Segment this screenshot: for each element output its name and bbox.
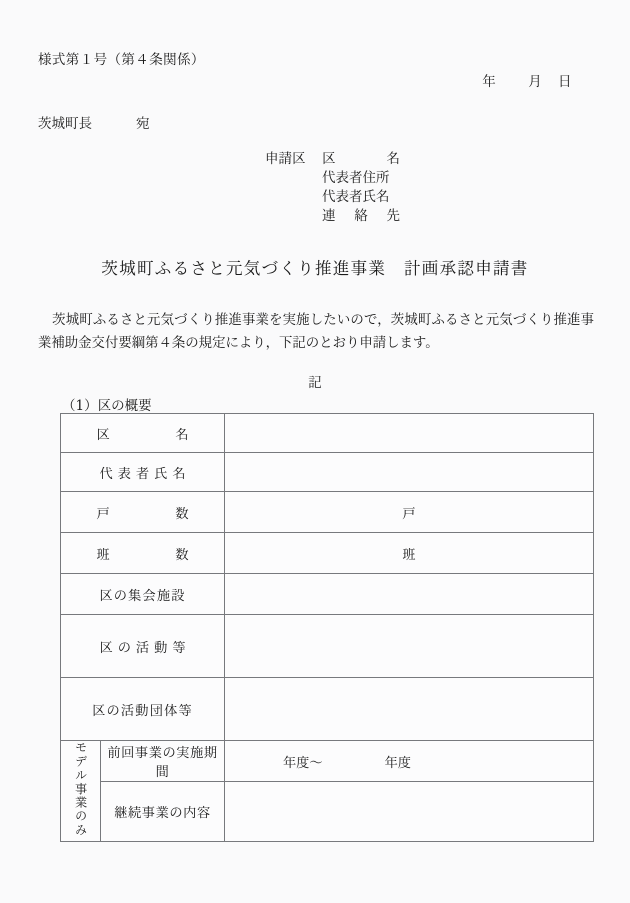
label-part: 区 (96, 427, 110, 443)
label-part: 班 (96, 547, 110, 563)
label-part: 動 (154, 640, 168, 656)
label-part: 者 (135, 466, 150, 482)
addressee (38, 112, 150, 132)
row-label-model-project-only (61, 741, 101, 842)
label-parts (97, 424, 189, 443)
row-label-assembly-facility (61, 574, 225, 615)
contact-char-1: 連 (322, 208, 336, 224)
label-text: 区の活動団体等 (92, 703, 193, 719)
applicant-row-rep-name (265, 188, 400, 207)
label-part: 名 (172, 466, 186, 482)
section-label-district-overview: （1）区の概要 (62, 398, 152, 414)
paragraph-text: 茨城町ふるさと元気づくり推進事業を実施したいので，茨城町ふるさと元気づくり推進事業補助金交付要綱第４条の規定により，下記のとおり申請します。 (38, 313, 594, 351)
table-row (61, 678, 594, 741)
row-value-household-count[interactable]: 戸 (225, 492, 594, 533)
form-number: 様式第１号（第４条関係） (38, 52, 205, 68)
row-value-assembly-facility[interactable] (225, 574, 594, 615)
date-line (466, 70, 588, 90)
row-label-continuing-content (101, 782, 225, 842)
district-overview-table (60, 413, 594, 842)
row-value-continuing-content[interactable] (225, 782, 594, 842)
district-name-char-2: 名 (386, 151, 400, 167)
label-text: 前回事業の実施期間 (107, 746, 218, 781)
body-paragraph (38, 309, 594, 355)
label-parts (100, 463, 186, 482)
row-value-group-count[interactable]: 班 (225, 533, 594, 574)
vertical-label-text: モデル事業のみ (73, 741, 88, 837)
table-row (61, 782, 594, 842)
row-label-household-count (61, 492, 225, 533)
label-part: 等 (172, 640, 186, 656)
ki-mark: 記 (308, 375, 322, 391)
table-row (61, 741, 594, 782)
date-day: 日 (558, 74, 572, 90)
label-text: 区の集会施設 (99, 588, 186, 604)
label-part: 代 (99, 466, 113, 482)
row-label-district-activities (61, 615, 225, 678)
table-row (61, 574, 594, 615)
row-label-district-name (61, 414, 225, 453)
label-text: 継続事業の内容 (114, 806, 211, 822)
row-value-previous-period[interactable] (225, 741, 594, 782)
table-row (61, 453, 594, 492)
applicant-field-rep-name: 代表者氏名 (322, 189, 390, 205)
label-parts (97, 544, 189, 563)
addressee-title: 茨城町長 (38, 116, 92, 132)
label-part: 数 (175, 506, 189, 522)
table-row (61, 492, 594, 533)
date-month: 月 (528, 74, 542, 90)
table-row (61, 615, 594, 678)
label-part: 活 (135, 640, 150, 656)
period-end: 年度 (384, 755, 411, 771)
row-value-rep-name[interactable] (225, 453, 594, 492)
contact-char-2: 絡 (354, 208, 368, 224)
label-part: 氏 (154, 466, 168, 482)
row-label-previous-period (101, 741, 225, 782)
applicant-field-rep-address: 代表者住所 (322, 170, 390, 186)
applicant-prefix: 申請区 (265, 151, 306, 167)
label-part: 名 (175, 427, 189, 443)
row-label-rep-name (61, 453, 225, 492)
row-label-group-count (61, 533, 225, 574)
applicant-field-district-name (322, 150, 400, 169)
contact-char-3: 先 (386, 208, 400, 224)
applicant-field-contact (322, 207, 400, 226)
row-value-activity-groups[interactable] (225, 678, 594, 741)
addressee-suffix: 宛 (136, 116, 150, 132)
document-title: 茨城町ふるさと元気づくり推進事業 計画承認申請書 (101, 259, 529, 278)
row-value-district-activities[interactable] (225, 615, 594, 678)
label-part: 戸 (96, 506, 110, 522)
applicant-row-name (265, 150, 400, 169)
table-row (61, 533, 594, 574)
applicant-row-address (265, 169, 400, 188)
row-label-activity-groups (61, 678, 225, 741)
label-part: 区 (99, 640, 113, 656)
label-part: の (117, 640, 131, 656)
label-part: 表 (117, 466, 131, 482)
district-name-char-1: 区 (322, 151, 336, 167)
row-value-district-name[interactable] (225, 414, 594, 453)
applicant-block (265, 150, 400, 226)
date-year: 年 (482, 74, 496, 90)
period-start: 年度〜 (283, 755, 323, 771)
label-parts (97, 503, 189, 522)
label-parts (100, 637, 186, 656)
label-part: 数 (175, 547, 189, 563)
table-row (61, 414, 594, 453)
applicant-row-contact (265, 207, 400, 226)
